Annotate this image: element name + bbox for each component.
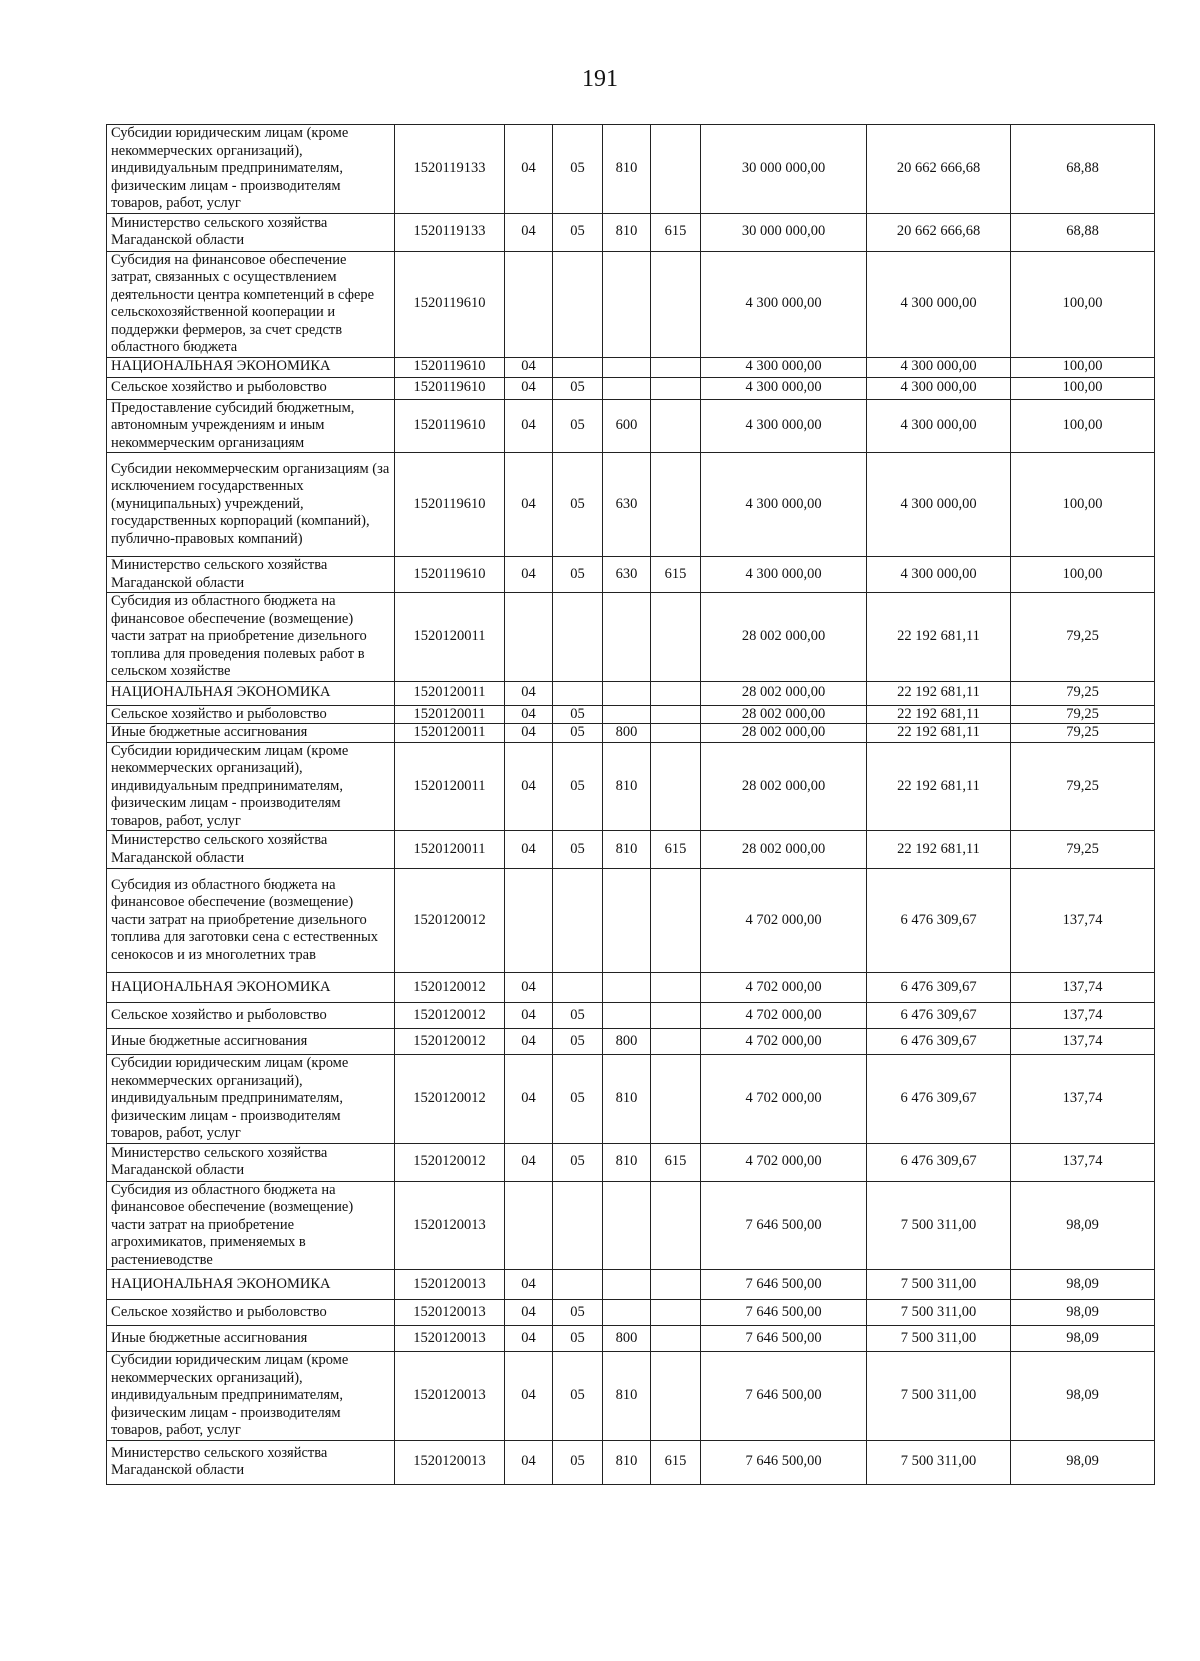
section-code: 04	[505, 1029, 553, 1055]
actual-amount: 7 500 311,00	[867, 1440, 1011, 1484]
planned-amount: 7 646 500,00	[701, 1181, 867, 1270]
row-name: Субсидия на финансовое обеспечение затрат, связанных с осуществлением деятельности центра компетенций в сфере сельскохозяйственной кооперации и поддержки фермеров, за счет средств областного бюджета	[107, 251, 395, 357]
table-row	[107, 973, 1155, 1003]
ministry-code: 615	[651, 831, 701, 869]
row-name: Сельское хозяйство и рыболовство	[107, 1300, 395, 1326]
target-article-code: 1520119610	[395, 453, 505, 557]
ministry-code: 615	[651, 1143, 701, 1181]
row-name: Предоставление субсидий бюджетным, автономным учреждениям и иным некоммерческим организациям	[107, 399, 395, 453]
target-article-code: 1520120011	[395, 681, 505, 705]
row-name: Субсидия из областного бюджета на финансовое обеспечение (возмещение) части затрат на приобретение дизельного топлива для заготовки сена с естественных сенокосов и из многолетних трав	[107, 869, 395, 973]
execution-percent: 79,25	[1011, 705, 1155, 724]
section-code: 04	[505, 1326, 553, 1352]
execution-percent: 98,09	[1011, 1270, 1155, 1300]
actual-amount: 7 500 311,00	[867, 1352, 1011, 1441]
planned-amount: 30 000 000,00	[701, 213, 867, 251]
subsection-code: 05	[553, 831, 603, 869]
ministry-code	[651, 724, 701, 743]
table-row	[107, 1143, 1155, 1181]
actual-amount: 22 192 681,11	[867, 742, 1011, 831]
planned-amount: 7 646 500,00	[701, 1300, 867, 1326]
table-row	[107, 213, 1155, 251]
planned-amount: 4 300 000,00	[701, 557, 867, 593]
subsection-code: 05	[553, 724, 603, 743]
target-article-code: 1520120013	[395, 1300, 505, 1326]
row-name: Субсидии юридическим лицам (кроме некоммерческих организаций), индивидуальным предпринимателям, физическим лицам - производителям товаров, работ, услуг	[107, 1352, 395, 1441]
section-code: 04	[505, 125, 553, 214]
expense-type-code	[603, 869, 651, 973]
row-name: НАЦИОНАЛЬНАЯ ЭКОНОМИКА	[107, 681, 395, 705]
actual-amount: 4 300 000,00	[867, 251, 1011, 357]
subsection-code	[553, 973, 603, 1003]
planned-amount: 4 300 000,00	[701, 399, 867, 453]
row-name: Субсидии юридическим лицам (кроме некоммерческих организаций), индивидуальным предпринимателям, физическим лицам - производителям товаров, работ, услуг	[107, 742, 395, 831]
section-code: 04	[505, 453, 553, 557]
row-name: НАЦИОНАЛЬНАЯ ЭКОНОМИКА	[107, 973, 395, 1003]
execution-percent: 79,25	[1011, 724, 1155, 743]
target-article-code: 1520119610	[395, 557, 505, 593]
table-row	[107, 1300, 1155, 1326]
expense-type-code: 810	[603, 742, 651, 831]
subsection-code	[553, 869, 603, 973]
row-name: Министерство сельского хозяйства Магаданской области	[107, 557, 395, 593]
execution-percent: 100,00	[1011, 357, 1155, 377]
actual-amount: 6 476 309,67	[867, 1055, 1011, 1144]
planned-amount: 28 002 000,00	[701, 831, 867, 869]
actual-amount: 22 192 681,11	[867, 681, 1011, 705]
subsection-code: 05	[553, 213, 603, 251]
expense-type-code: 810	[603, 1055, 651, 1144]
planned-amount: 28 002 000,00	[701, 724, 867, 743]
table-row	[107, 453, 1155, 557]
target-article-code: 1520120011	[395, 593, 505, 682]
planned-amount: 7 646 500,00	[701, 1270, 867, 1300]
target-article-code: 1520120013	[395, 1440, 505, 1484]
section-code	[505, 1181, 553, 1270]
row-name: Субсидии юридическим лицам (кроме некоммерческих организаций), индивидуальным предпринимателям, физическим лицам - производителям товаров, работ, услуг	[107, 125, 395, 214]
expense-type-code	[603, 681, 651, 705]
target-article-code: 1520120013	[395, 1270, 505, 1300]
execution-percent: 98,09	[1011, 1300, 1155, 1326]
row-name: Иные бюджетные ассигнования	[107, 724, 395, 743]
table-row	[107, 724, 1155, 743]
planned-amount: 28 002 000,00	[701, 593, 867, 682]
table-row	[107, 557, 1155, 593]
target-article-code: 1520120012	[395, 973, 505, 1003]
planned-amount: 4 300 000,00	[701, 453, 867, 557]
actual-amount: 7 500 311,00	[867, 1270, 1011, 1300]
section-code: 04	[505, 1352, 553, 1441]
row-name: Субсидии юридическим лицам (кроме некоммерческих организаций), индивидуальным предпринимателям, физическим лицам - производителям товаров, работ, услуг	[107, 1055, 395, 1144]
planned-amount: 4 300 000,00	[701, 357, 867, 377]
planned-amount: 4 300 000,00	[701, 251, 867, 357]
expense-type-code: 800	[603, 1326, 651, 1352]
expense-type-code: 800	[603, 724, 651, 743]
section-code: 04	[505, 705, 553, 724]
execution-percent: 98,09	[1011, 1326, 1155, 1352]
target-article-code: 1520119133	[395, 213, 505, 251]
target-article-code: 1520120013	[395, 1352, 505, 1441]
execution-percent: 98,09	[1011, 1181, 1155, 1270]
ministry-code	[651, 1003, 701, 1029]
planned-amount: 4 300 000,00	[701, 377, 867, 399]
actual-amount: 22 192 681,11	[867, 705, 1011, 724]
expense-type-code	[603, 1300, 651, 1326]
actual-amount: 7 500 311,00	[867, 1300, 1011, 1326]
execution-percent: 79,25	[1011, 742, 1155, 831]
planned-amount: 28 002 000,00	[701, 681, 867, 705]
table-row	[107, 593, 1155, 682]
target-article-code: 1520120012	[395, 1029, 505, 1055]
row-name: Иные бюджетные ассигнования	[107, 1029, 395, 1055]
execution-percent: 100,00	[1011, 453, 1155, 557]
target-article-code: 1520120011	[395, 742, 505, 831]
actual-amount: 22 192 681,11	[867, 831, 1011, 869]
expense-type-code	[603, 593, 651, 682]
ministry-code	[651, 1055, 701, 1144]
section-code: 04	[505, 724, 553, 743]
subsection-code	[553, 1181, 603, 1270]
planned-amount: 4 702 000,00	[701, 1029, 867, 1055]
execution-percent: 79,25	[1011, 593, 1155, 682]
actual-amount: 4 300 000,00	[867, 557, 1011, 593]
subsection-code	[553, 1270, 603, 1300]
expense-type-code	[603, 705, 651, 724]
execution-percent: 98,09	[1011, 1440, 1155, 1484]
table-row	[107, 1352, 1155, 1441]
execution-percent: 100,00	[1011, 377, 1155, 399]
ministry-code: 615	[651, 1440, 701, 1484]
subsection-code: 05	[553, 1003, 603, 1029]
target-article-code: 1520120013	[395, 1326, 505, 1352]
actual-amount: 4 300 000,00	[867, 357, 1011, 377]
planned-amount: 7 646 500,00	[701, 1440, 867, 1484]
ministry-code	[651, 1029, 701, 1055]
row-name: Субсидия из областного бюджета на финансовое обеспечение (возмещение) части затрат на приобретение дизельного топлива для проведения полевых работ в сельском хозяйстве	[107, 593, 395, 682]
expense-type-code	[603, 377, 651, 399]
ministry-code	[651, 453, 701, 557]
execution-percent: 137,74	[1011, 1143, 1155, 1181]
section-code: 04	[505, 742, 553, 831]
budget-table	[106, 124, 1155, 1485]
subsection-code: 05	[553, 742, 603, 831]
section-code: 04	[505, 1300, 553, 1326]
ministry-code	[651, 1300, 701, 1326]
actual-amount: 7 500 311,00	[867, 1181, 1011, 1270]
ministry-code	[651, 593, 701, 682]
execution-percent: 100,00	[1011, 251, 1155, 357]
expense-type-code: 800	[603, 1029, 651, 1055]
ministry-code	[651, 869, 701, 973]
expense-type-code	[603, 251, 651, 357]
planned-amount: 4 702 000,00	[701, 869, 867, 973]
planned-amount: 4 702 000,00	[701, 973, 867, 1003]
ministry-code	[651, 1181, 701, 1270]
expense-type-code: 630	[603, 557, 651, 593]
ministry-code	[651, 973, 701, 1003]
target-article-code: 1520120012	[395, 1143, 505, 1181]
subsection-code: 05	[553, 705, 603, 724]
execution-percent: 79,25	[1011, 681, 1155, 705]
table-row	[107, 125, 1155, 214]
execution-percent: 137,74	[1011, 1003, 1155, 1029]
table-row	[107, 1440, 1155, 1484]
table-row	[107, 742, 1155, 831]
target-article-code: 1520119610	[395, 357, 505, 377]
actual-amount: 22 192 681,11	[867, 724, 1011, 743]
table-row	[107, 869, 1155, 973]
row-name: Министерство сельского хозяйства Магаданской области	[107, 213, 395, 251]
expense-type-code: 810	[603, 213, 651, 251]
section-code	[505, 251, 553, 357]
expense-type-code: 810	[603, 1143, 651, 1181]
table-row	[107, 705, 1155, 724]
planned-amount: 7 646 500,00	[701, 1352, 867, 1441]
execution-percent: 79,25	[1011, 831, 1155, 869]
actual-amount: 6 476 309,67	[867, 973, 1011, 1003]
section-code: 04	[505, 831, 553, 869]
ministry-code	[651, 399, 701, 453]
subsection-code: 05	[553, 1326, 603, 1352]
subsection-code	[553, 593, 603, 682]
expense-type-code	[603, 1181, 651, 1270]
ministry-code	[651, 251, 701, 357]
table-row	[107, 1270, 1155, 1300]
actual-amount: 6 476 309,67	[867, 1029, 1011, 1055]
target-article-code: 1520120011	[395, 831, 505, 869]
ministry-code	[651, 681, 701, 705]
execution-percent: 68,88	[1011, 125, 1155, 214]
target-article-code: 1520119610	[395, 377, 505, 399]
execution-percent: 137,74	[1011, 1055, 1155, 1144]
table-row	[107, 1181, 1155, 1270]
expense-type-code: 810	[603, 125, 651, 214]
planned-amount: 4 702 000,00	[701, 1055, 867, 1144]
ministry-code: 615	[651, 557, 701, 593]
ministry-code	[651, 377, 701, 399]
table-row	[107, 399, 1155, 453]
actual-amount: 4 300 000,00	[867, 453, 1011, 557]
target-article-code: 1520119610	[395, 399, 505, 453]
execution-percent: 100,00	[1011, 399, 1155, 453]
subsection-code: 05	[553, 453, 603, 557]
target-article-code: 1520120012	[395, 869, 505, 973]
subsection-code: 05	[553, 1143, 603, 1181]
section-code: 04	[505, 973, 553, 1003]
subsection-code: 05	[553, 557, 603, 593]
expense-type-code	[603, 1270, 651, 1300]
section-code: 04	[505, 1143, 553, 1181]
ministry-code	[651, 705, 701, 724]
ministry-code	[651, 742, 701, 831]
subsection-code	[553, 681, 603, 705]
expense-type-code: 630	[603, 453, 651, 557]
subsection-code: 05	[553, 1300, 603, 1326]
actual-amount: 6 476 309,67	[867, 1003, 1011, 1029]
expense-type-code: 810	[603, 1440, 651, 1484]
section-code: 04	[505, 213, 553, 251]
execution-percent: 137,74	[1011, 869, 1155, 973]
execution-percent: 137,74	[1011, 973, 1155, 1003]
target-article-code: 1520120013	[395, 1181, 505, 1270]
planned-amount: 28 002 000,00	[701, 705, 867, 724]
actual-amount: 20 662 666,68	[867, 213, 1011, 251]
section-code: 04	[505, 399, 553, 453]
actual-amount: 7 500 311,00	[867, 1326, 1011, 1352]
actual-amount: 6 476 309,67	[867, 869, 1011, 973]
ministry-code	[651, 1326, 701, 1352]
ministry-code	[651, 357, 701, 377]
target-article-code: 1520120012	[395, 1055, 505, 1144]
expense-type-code: 600	[603, 399, 651, 453]
table-row	[107, 377, 1155, 399]
subsection-code: 05	[553, 125, 603, 214]
actual-amount: 4 300 000,00	[867, 377, 1011, 399]
row-name: НАЦИОНАЛЬНАЯ ЭКОНОМИКА	[107, 1270, 395, 1300]
row-name: Сельское хозяйство и рыболовство	[107, 705, 395, 724]
table-row	[107, 1003, 1155, 1029]
section-code: 04	[505, 1440, 553, 1484]
execution-percent: 68,88	[1011, 213, 1155, 251]
actual-amount: 6 476 309,67	[867, 1143, 1011, 1181]
row-name: Субсидии некоммерческим организациям (за исключением государственных (муниципальных) учреждений, государственных корпораций (компаний), публично-правовых компаний)	[107, 453, 395, 557]
row-name: Министерство сельского хозяйства Магаданской области	[107, 831, 395, 869]
subsection-code	[553, 357, 603, 377]
table-row	[107, 1055, 1155, 1144]
table-body	[107, 125, 1155, 1485]
row-name: Иные бюджетные ассигнования	[107, 1326, 395, 1352]
subsection-code: 05	[553, 1055, 603, 1144]
section-code	[505, 869, 553, 973]
planned-amount: 4 702 000,00	[701, 1003, 867, 1029]
ministry-code: 615	[651, 213, 701, 251]
section-code: 04	[505, 1003, 553, 1029]
target-article-code: 1520119610	[395, 251, 505, 357]
page-number: 191	[582, 66, 618, 92]
expense-type-code	[603, 973, 651, 1003]
table-row	[107, 831, 1155, 869]
table-row	[107, 1029, 1155, 1055]
planned-amount: 7 646 500,00	[701, 1326, 867, 1352]
section-code: 04	[505, 377, 553, 399]
actual-amount: 4 300 000,00	[867, 399, 1011, 453]
subsection-code	[553, 251, 603, 357]
ministry-code	[651, 1352, 701, 1441]
target-article-code: 1520120012	[395, 1003, 505, 1029]
ministry-code	[651, 1270, 701, 1300]
table-row	[107, 357, 1155, 377]
subsection-code: 05	[553, 399, 603, 453]
planned-amount: 28 002 000,00	[701, 742, 867, 831]
row-name: Сельское хозяйство и рыболовство	[107, 1003, 395, 1029]
subsection-code: 05	[553, 1440, 603, 1484]
table-row	[107, 681, 1155, 705]
subsection-code: 05	[553, 1029, 603, 1055]
actual-amount: 20 662 666,68	[867, 125, 1011, 214]
table-row	[107, 1326, 1155, 1352]
row-name: Министерство сельского хозяйства Магаданской области	[107, 1143, 395, 1181]
table-row	[107, 251, 1155, 357]
row-name: Сельское хозяйство и рыболовство	[107, 377, 395, 399]
target-article-code: 1520120011	[395, 705, 505, 724]
section-code: 04	[505, 357, 553, 377]
actual-amount: 22 192 681,11	[867, 593, 1011, 682]
section-code: 04	[505, 1055, 553, 1144]
execution-percent: 100,00	[1011, 557, 1155, 593]
section-code: 04	[505, 557, 553, 593]
section-code	[505, 593, 553, 682]
section-code: 04	[505, 1270, 553, 1300]
planned-amount: 4 702 000,00	[701, 1143, 867, 1181]
expense-type-code	[603, 1003, 651, 1029]
target-article-code: 1520119133	[395, 125, 505, 214]
target-article-code: 1520120011	[395, 724, 505, 743]
subsection-code: 05	[553, 1352, 603, 1441]
row-name: Субсидия из областного бюджета на финансовое обеспечение (возмещение) части затрат на приобретение агрохимикатов, применяемых в растениеводстве	[107, 1181, 395, 1270]
row-name: Министерство сельского хозяйства Магаданской области	[107, 1440, 395, 1484]
ministry-code	[651, 125, 701, 214]
expense-type-code: 810	[603, 1352, 651, 1441]
subsection-code: 05	[553, 377, 603, 399]
expense-type-code	[603, 357, 651, 377]
execution-percent: 137,74	[1011, 1029, 1155, 1055]
execution-percent: 98,09	[1011, 1352, 1155, 1441]
planned-amount: 30 000 000,00	[701, 125, 867, 214]
section-code: 04	[505, 681, 553, 705]
row-name: НАЦИОНАЛЬНАЯ ЭКОНОМИКА	[107, 357, 395, 377]
expense-type-code: 810	[603, 831, 651, 869]
